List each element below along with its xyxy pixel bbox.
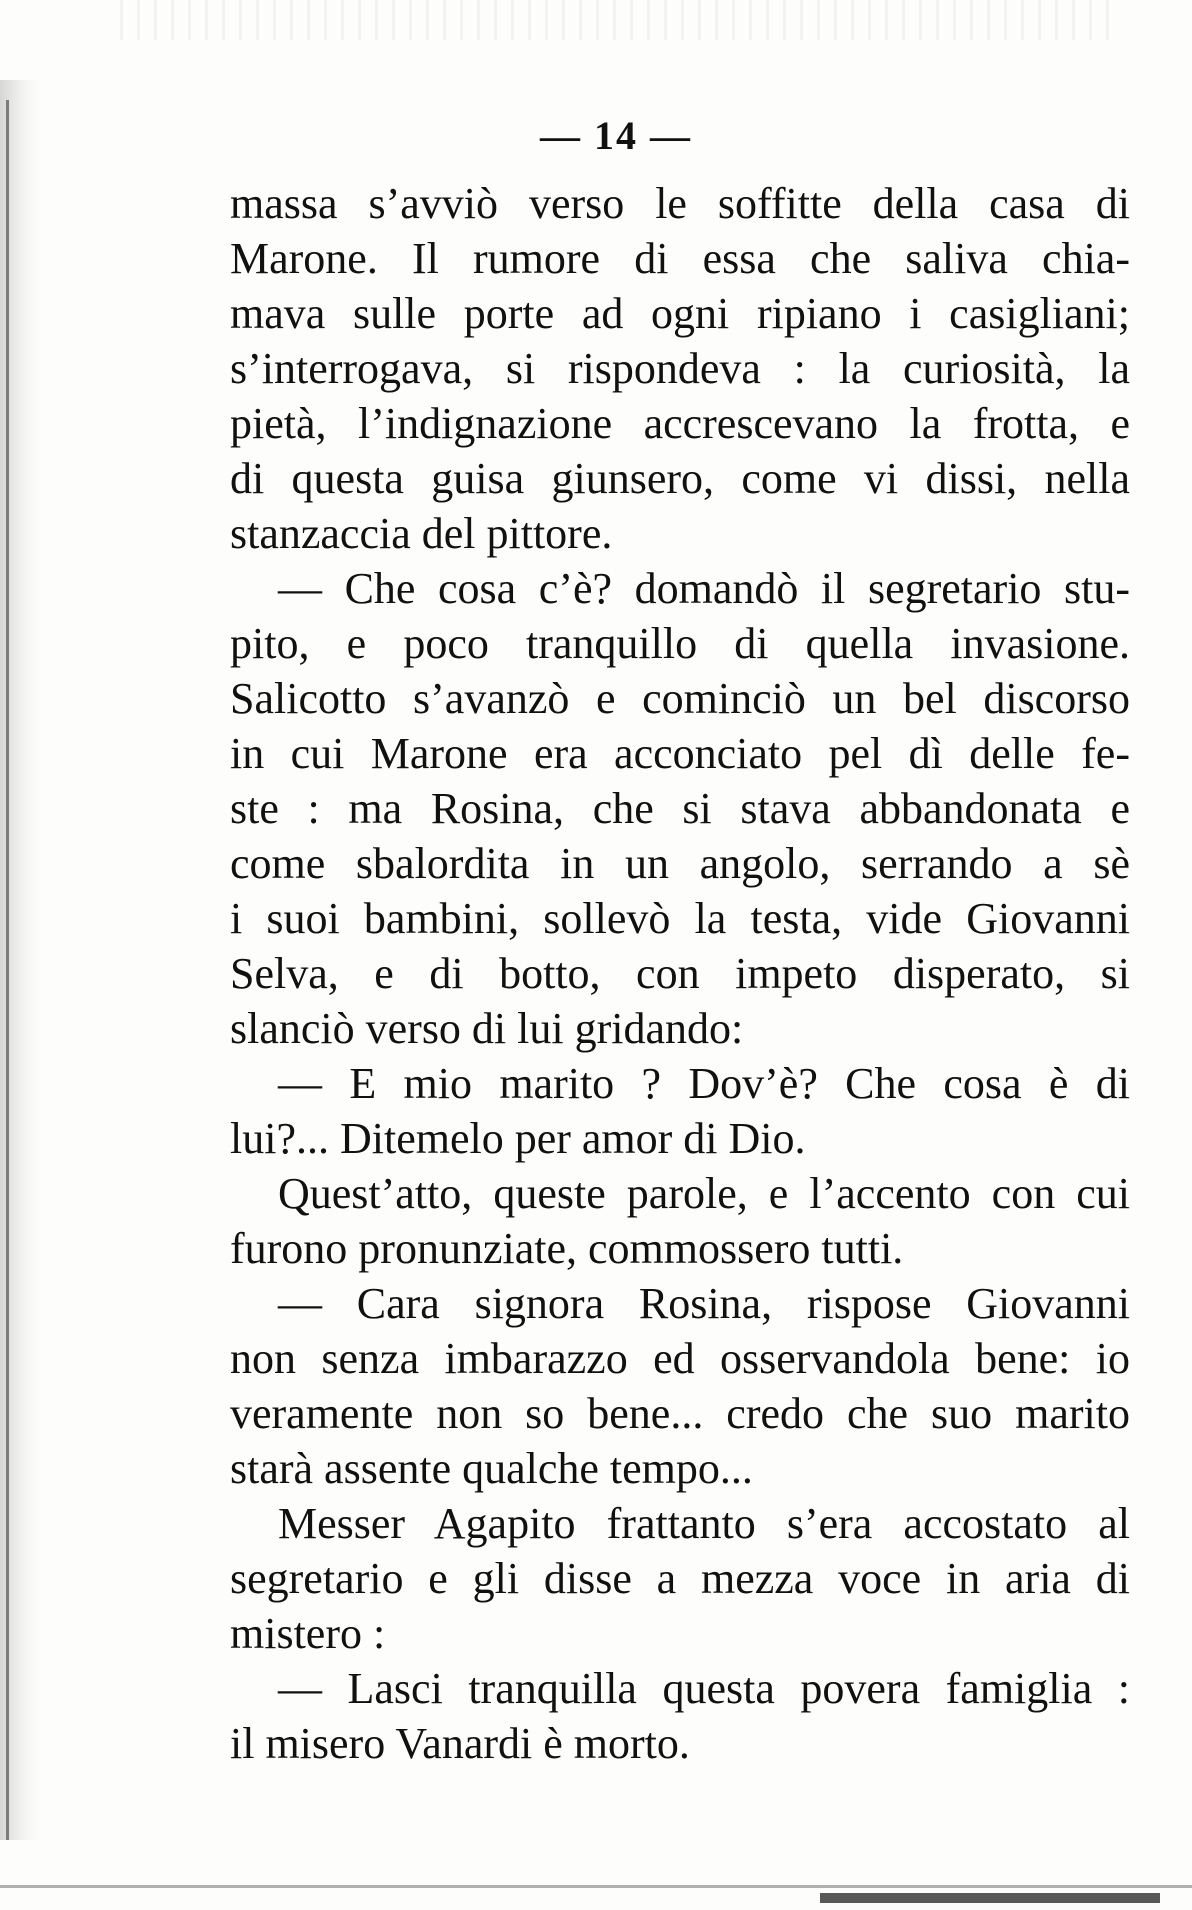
- text-line: segretario e gli disse a mezza voce in aria di: [230, 1554, 1130, 1603]
- text-line: di questa guisa giunsero, come vi dissi, nella: [230, 454, 1130, 503]
- bottom-ink-smudge: [820, 1893, 1160, 1903]
- page-number: — 14 —: [540, 113, 692, 158]
- text-line: pietà, l’indignazione accrescevano la frotta, e: [230, 399, 1130, 448]
- text-line: il misero Vanardi è morto.: [230, 1719, 690, 1768]
- text-line: — Che cosa c’è? domandò il segretario stu-: [278, 564, 1130, 613]
- text-line: non senza imbarazzo ed osservandola bene: io: [230, 1334, 1130, 1383]
- text-line: in cui Marone era acconciato pel dì delle fe-: [230, 729, 1130, 778]
- text-line: starà assente qualche tempo...: [230, 1444, 753, 1493]
- left-margin-rule: [6, 100, 9, 1840]
- text-line: stanzaccia del pittore.: [230, 509, 613, 558]
- text-line: lui?... Ditemelo per amor di Dio.: [230, 1114, 806, 1163]
- text-line: mistero :: [230, 1609, 386, 1658]
- text-line: Salicotto s’avanzò e cominciò un bel discorso: [230, 674, 1130, 723]
- text-line: Quest’atto, queste parole, e l’accento con cui: [278, 1169, 1130, 1218]
- body-text: [230, 176, 1130, 1771]
- bottom-edge-rule: [0, 1885, 1192, 1888]
- text-line: Marone. Il rumore di essa che saliva chia-: [230, 234, 1130, 283]
- text-line: s’interrogava, si rispondeva : la curiosità, la: [230, 344, 1130, 393]
- text-line: Selva, e di botto, con impeto disperato, si: [230, 949, 1130, 998]
- text-line: massa s’avviò verso le soffitte della casa di: [230, 179, 1130, 228]
- text-line: pito, e poco tranquillo di quella invasione.: [230, 619, 1130, 668]
- text-line: Messer Agapito frattanto s’era accostato al: [278, 1499, 1130, 1548]
- text-line: furono pronunziate, commossero tutti.: [230, 1224, 904, 1273]
- text-line: — E mio marito ? Dov’è? Che cosa è di: [278, 1059, 1130, 1108]
- text-line: veramente non so bene... credo che suo marito: [230, 1389, 1130, 1438]
- text-line: i suoi bambini, sollevò la testa, vide Giovanni: [230, 894, 1130, 943]
- text-line: — Cara signora Rosina, rispose Giovanni: [278, 1279, 1130, 1328]
- text-line: ste : ma Rosina, che si stava abbandonata e: [230, 784, 1130, 833]
- top-edge-noise: [120, 0, 1120, 40]
- text-line: come sbalordita in un angolo, serrando a sè: [230, 839, 1130, 888]
- text-line: mava sulle porte ad ogni ripiano i casigliani;: [230, 289, 1130, 338]
- text-line: slanciò verso di lui gridando:: [230, 1004, 744, 1053]
- text-line: — Lasci tranquilla questa povera famiglia :: [278, 1664, 1130, 1713]
